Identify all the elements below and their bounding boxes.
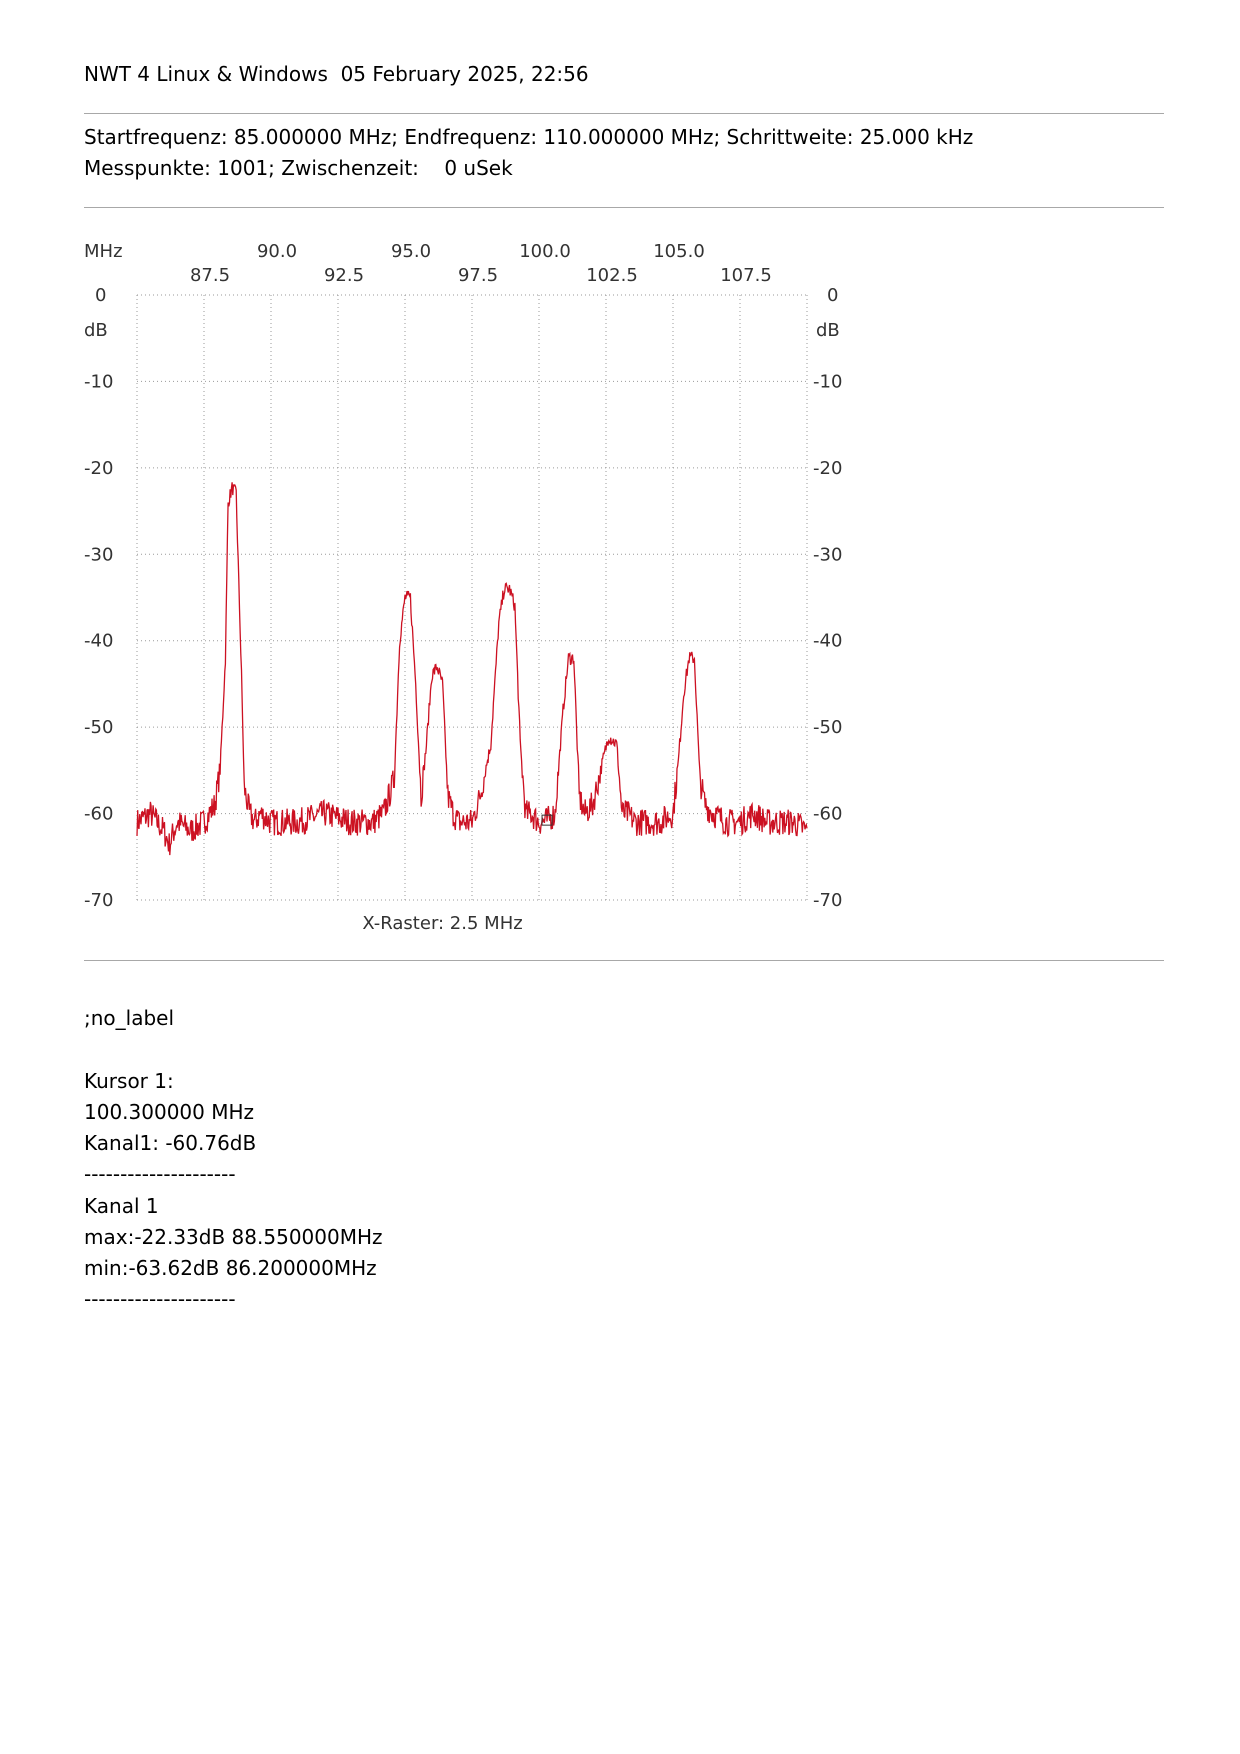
x-tick-label-top: 100.0 — [519, 241, 571, 262]
channel-min: min:-63.62dB 86.200000MHz — [84, 1256, 377, 1280]
cursor-value: Kanal1: -60.76dB — [84, 1131, 257, 1155]
y-unit-label-right: dB — [816, 320, 840, 341]
report-title: NWT 4 Linux & Windows 05 February 2025, 22:56 — [84, 62, 589, 86]
y-tick-label-right: 0 — [827, 285, 839, 306]
y-tick-label-left: -20 — [84, 457, 114, 479]
sweep-parameters: Startfrequenz: 85.000000 MHz; Endfrequenz: 110.000000 MHz; Schrittweite: 25.000 kHz — [84, 125, 974, 149]
y-tick-label-left: -10 — [84, 371, 114, 393]
y-tick-label-left: -60 — [84, 803, 114, 825]
y-tick-label-right: -20 — [813, 457, 843, 479]
x-raster-label: X-Raster: 2.5 MHz — [362, 913, 523, 934]
x-unit-label: MHz — [84, 241, 123, 262]
y-tick-label-right: -40 — [813, 630, 843, 652]
separator-text-1: --------------------- — [84, 1162, 236, 1186]
separator-chart-bottom — [84, 960, 1164, 961]
y-tick-label-right: -70 — [813, 890, 843, 911]
channel-title: Kanal 1 — [84, 1194, 159, 1218]
x-tick-label-top: 105.0 — [653, 241, 705, 262]
x-tick-label-top: 90.0 — [256, 241, 298, 262]
channel-max: max:-22.33dB 88.550000MHz — [84, 1225, 383, 1249]
x-tick-label-bottom: 92.5 — [323, 265, 365, 286]
label-note: ;no_label — [84, 1006, 175, 1030]
x-tick-label-bottom: 107.5 — [720, 265, 772, 286]
y-tick-label-right: -50 — [813, 717, 843, 739]
y-unit-label-left: dB — [84, 320, 108, 341]
separator-text-2: --------------------- — [84, 1287, 236, 1311]
y-tick-label-left: -40 — [84, 630, 114, 652]
x-tick-label-bottom: 97.5 — [457, 265, 499, 286]
measurement-parameters: Messpunkte: 1001; Zwischenzeit: 0 uSek — [84, 156, 513, 180]
y-tick-label-right: -60 — [813, 803, 843, 825]
x-tick-label-top: 95.0 — [390, 241, 432, 262]
cursor-title: Kursor 1: — [84, 1069, 174, 1093]
x-tick-label-bottom: 87.5 — [189, 265, 231, 286]
x-tick-label-bottom: 102.5 — [586, 265, 638, 286]
cursor-frequency: 100.300000 MHz — [84, 1100, 255, 1124]
y-tick-label-left: -70 — [84, 890, 114, 911]
y-tick-label-left: -30 — [84, 544, 114, 566]
y-tick-label-left: 0 — [95, 285, 107, 306]
y-tick-label-left: -50 — [84, 717, 114, 739]
y-tick-label-right: -30 — [813, 544, 843, 566]
y-tick-label-right: -10 — [813, 371, 843, 393]
